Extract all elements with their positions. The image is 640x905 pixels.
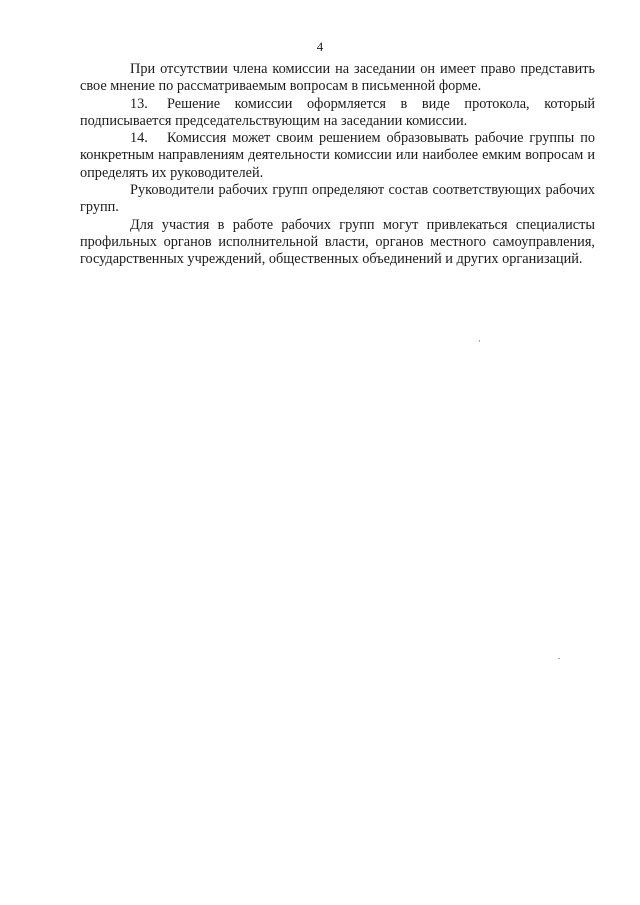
paragraph-text: Комиссия может своим решением образовывать рабочие группы по конкретным направлениям деятельности комиссии или наиболее емким вопросам и определять их руководителей. [80,130,595,181]
page-number: 4 [316,39,324,54]
paragraph-group-leaders [80,182,595,217]
paragraph-13 [80,96,595,131]
paragraph-14 [80,130,595,182]
paragraph-absent-member [80,61,595,96]
document-body [80,61,595,269]
scan-speck [479,340,480,342]
paragraph-specialists [80,217,595,269]
scan-speck [558,658,560,659]
paragraph-text: Руководители рабочих групп определяют состав соответствующих рабочих групп. [80,182,595,216]
paragraph-text: При отсутствии члена комиссии на заседании он имеет право представить свое мнение по рассматриваемым вопросам в письменной форме. [80,61,595,95]
paragraph-text: Для участия в работе рабочих групп могут привлекаться специалисты профильных органов исполнительной власти, органов местного самоуправления, государственных учреждений, общественных объединений и других организаций. [80,216,595,268]
paragraph-number: 13. [130,95,148,112]
paragraph-number: 14. [130,130,148,147]
paragraph-text: Решение комиссии оформляется в виде протокола, который подписывается председательствующим на заседании комиссии. [80,95,595,129]
